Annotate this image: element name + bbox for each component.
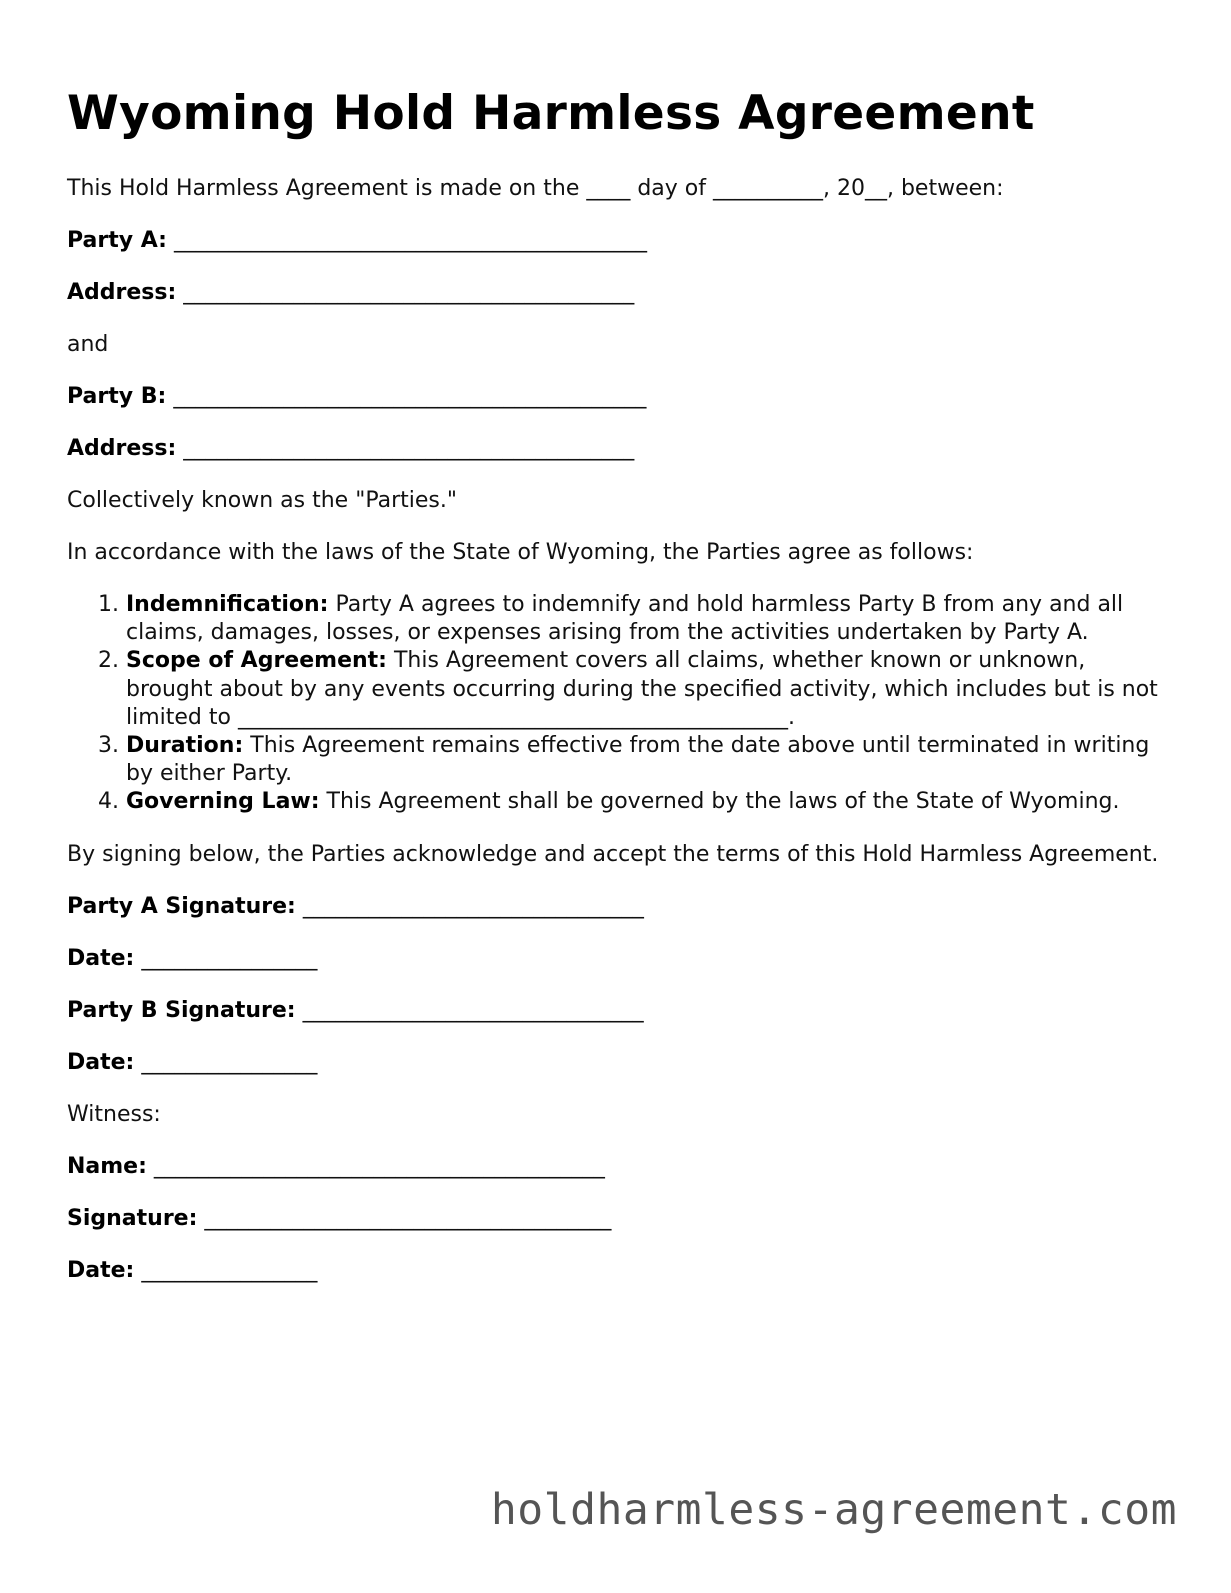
party-a-signature-label: Party A Signature:: [67, 893, 296, 919]
party-a-signature-field: [67, 893, 1167, 921]
term-heading: Indemnification:: [126, 592, 329, 617]
party-b-date-field: [67, 1049, 1167, 1077]
witness-name-field: [67, 1153, 1167, 1181]
party-b-address-label: Address:: [67, 436, 177, 461]
witness-date-blank[interactable]: ________________: [141, 1257, 318, 1283]
party-b-signature-field: [67, 997, 1167, 1025]
party-a-address-field: [67, 279, 1167, 307]
witness-name-label: Name:: [67, 1153, 147, 1179]
term-item: [126, 732, 1167, 788]
witness-date-field: [67, 1257, 1167, 1285]
party-a-address-label: Address:: [67, 280, 177, 305]
document: [67, 82, 1167, 1285]
term-heading: Scope of Agreement:: [126, 648, 387, 674]
footer-watermark: holdharmless-agreement.com: [490, 1485, 1177, 1535]
party-b-address-blank[interactable]: _________________________________________: [183, 436, 635, 461]
term-text: This Agreement covers all claims, whether known or unknown, brought about by any events occurring during the specified activity, which includes but is not limited to __________________________________________________.: [126, 648, 1158, 730]
collectively-text: Collectively known as the "Parties.": [67, 488, 457, 513]
document-title: Wyoming Hold Harmless Agreement: [67, 86, 1035, 141]
party-a-label: Party A:: [67, 228, 167, 253]
term-item: [126, 647, 1167, 732]
party-b-field: [67, 383, 1167, 411]
party-a-date-field: [67, 945, 1167, 973]
witness-signature-label: Signature:: [67, 1205, 198, 1231]
term-item: [126, 591, 1167, 647]
party-b-date-label: Date:: [67, 1049, 135, 1075]
party-b-signature-label: Party B Signature:: [67, 997, 296, 1023]
witness-name-blank[interactable]: _________________________________________: [153, 1153, 605, 1179]
and-text: and: [67, 332, 109, 357]
closing-paragraph: By signing below, the Parties acknowledge and accept the terms of this Hold Harmless Agreement.: [67, 841, 1159, 867]
party-a-field: [67, 227, 1167, 255]
term-text: This Agreement remains effective from the date above until terminated in writing by either Party.: [126, 733, 1150, 787]
party-b-blank[interactable]: ___________________________________________: [173, 384, 647, 409]
term-heading: Duration:: [126, 733, 244, 759]
party-a-address-blank[interactable]: _________________________________________: [183, 280, 635, 305]
witness-heading: Witness:: [67, 1101, 161, 1127]
accordance-text: In accordance with the laws of the State of Wyoming, the Parties agree as follows:: [67, 540, 974, 565]
intro-paragraph: This Hold Harmless Agreement is made on the ____ day of __________, 20__, between:: [67, 176, 1004, 201]
witness-signature-blank[interactable]: _____________________________________: [204, 1205, 612, 1231]
terms-list: [67, 591, 1167, 817]
party-b-date-blank[interactable]: ________________: [141, 1049, 318, 1075]
term-heading: Governing Law:: [126, 789, 320, 815]
term-text: Party A agrees to indemnify and hold harmless Party B from any and all claims, damages, losses, or expenses arising from the activities undertaken by Party A.: [126, 592, 1124, 646]
party-b-signature-blank[interactable]: _______________________________: [302, 997, 644, 1023]
party-a-date-blank[interactable]: ________________: [141, 945, 318, 971]
term-item: [126, 788, 1167, 816]
witness-signature-field: [67, 1205, 1167, 1233]
party-a-signature-blank[interactable]: _______________________________: [302, 893, 644, 919]
witness-date-label: Date:: [67, 1257, 135, 1283]
term-text: This Agreement shall be governed by the laws of the State of Wyoming.: [319, 789, 1120, 815]
party-a-date-label: Date:: [67, 945, 135, 971]
party-a-blank[interactable]: ___________________________________________: [173, 228, 647, 253]
party-b-label: Party B:: [67, 384, 167, 409]
party-b-address-field: [67, 435, 1167, 463]
